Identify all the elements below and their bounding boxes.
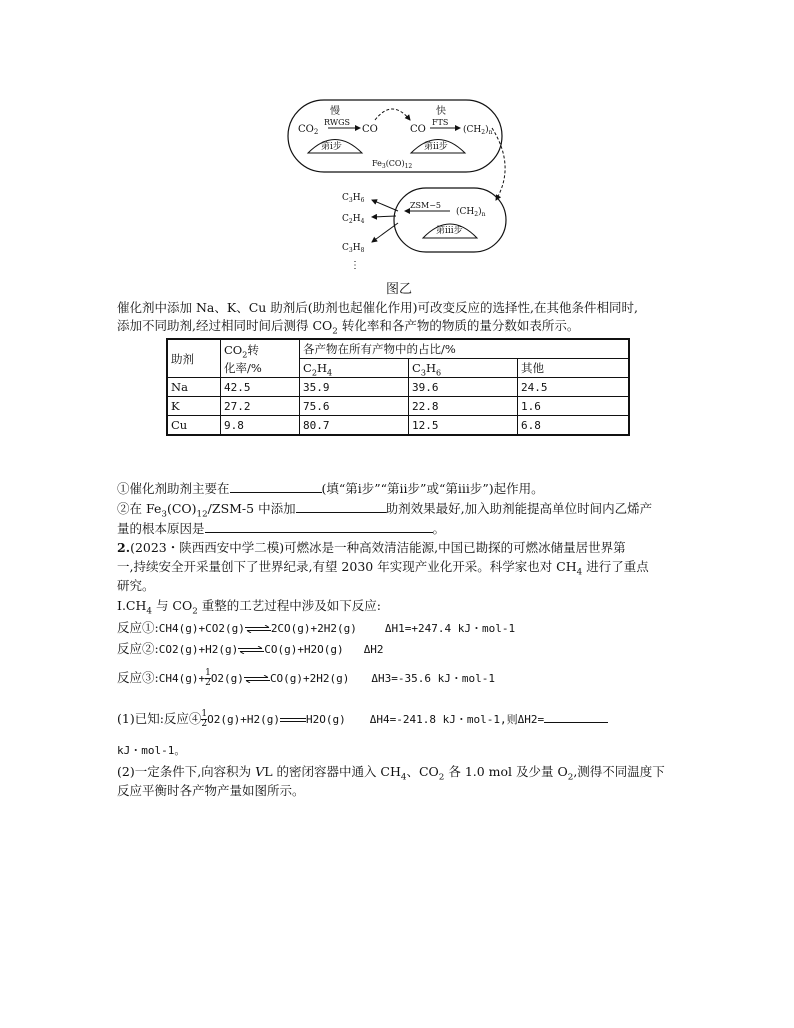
reaction-equals-sign (280, 716, 306, 724)
cell-other: 1.6 (518, 397, 630, 416)
co-reactant: CO (410, 124, 426, 135)
dashed-transfer-arrow-1 (375, 109, 410, 120)
fts-label: FTS (432, 118, 449, 127)
cell-conversion: 9.8 (221, 416, 300, 436)
cell-c3h6: 39.6 (409, 378, 518, 397)
zsm5-label: ZSM−5 (410, 201, 442, 210)
section-1-heading: $Ⅰ.CH_4$ 与 $CO_2$ 重整的工艺过程中涉及如下反应: (117, 598, 381, 617)
question-2: ②在 $Fe_3(CO)_{12}/ZSM-5$ 中添加 助剂效果最好,加入助剂能提高单位时间内乙烯产 (117, 501, 653, 520)
fraction-one-half: $\frac{1}{2}$ (205, 668, 211, 688)
intro-line-1: 催化剂中添加 Na、K、Cu 助剂后(助剂也起催化作用)可改变反应的选择性,在其他条件相同时, (117, 300, 638, 315)
fe3co12-catalyst-label: $Fe_3(CO)_{12}$ (372, 159, 413, 170)
product-c2h4: $C_2H_4$ (342, 214, 365, 225)
equilibrium-arrow (244, 675, 270, 683)
equilibrium-arrow (238, 646, 264, 654)
more-products-ellipsis: ⋮ (350, 260, 360, 271)
co-product: CO (362, 124, 378, 135)
ch2n-reactant: $(CH_2)_n$ (456, 207, 486, 218)
product-c3h6: $C_3H_6$ (342, 193, 365, 204)
header-product-share: 各产物在所有产物中的占比/% (300, 339, 630, 359)
cell-conversion: 42.5 (221, 378, 300, 397)
subquestion-2-line-1: (2)一定条件下,向容积为 VL 的密闭容器中通入 $CH_4$、$CO_2$ 各 1.0 mol 及少量 $O_2$,测得不同温度下 (117, 764, 665, 783)
answer-blank-3[interactable] (205, 520, 433, 533)
cell-c2h4: 75.6 (300, 397, 409, 416)
cell-c3h6: 22.8 (409, 397, 518, 416)
cell-c2h4: 35.9 (300, 378, 409, 397)
fast-label: 快 (436, 106, 446, 117)
question-1: ①催化剂助剂主要在 (填“第ⅰ步”“第ⅱ步”或“第ⅲ步”)起作用。 (117, 481, 544, 496)
rwgs-label: RWGS (324, 118, 350, 127)
answer-blank-dh2[interactable] (544, 710, 608, 723)
intro-line-2: 添加不同助剂,经过相同时间后测得 $CO_2$ 转化率和各产物的物质的量分数如表所示。 (117, 318, 580, 337)
cell-additive: Cu (167, 416, 221, 436)
problem-2-line-2: 一,持续安全开采量创下了世界纪录,有望 2030 年实现产业化开采。科学家也对 $CH_4$ 进行了重点 (117, 559, 649, 578)
cell-additive: Na (167, 378, 221, 397)
question-2-cont: 量的根本原因是 。 (117, 521, 446, 536)
subquestion-1-unit: kJ・mol-1。 (117, 744, 186, 757)
header-additive: 助剂 (167, 339, 221, 378)
answer-blank-1[interactable] (230, 480, 322, 493)
product-c3h8: $C_3H_8$ (342, 243, 365, 254)
cell-additive: K (167, 397, 221, 416)
cell-c3h6: 12.5 (409, 416, 518, 436)
step3-label: 第ⅲ步 (436, 226, 463, 236)
problem-2-line-3: 研究。 (117, 578, 155, 593)
co2-reactant: $CO_2$ (298, 124, 319, 136)
cell-other: 24.5 (518, 378, 630, 397)
problem-2-line-1: 2.(2023・陕西西安中学二模)可燃冰是一种高效清洁能源,中国已勘探的可燃冰储量居世界第 (117, 540, 626, 555)
answer-blank-2[interactable] (296, 500, 386, 513)
header-other: 其他 (518, 359, 630, 378)
cell-c2h4: 80.7 (300, 416, 409, 436)
cell-conversion: 27.2 (221, 397, 300, 416)
step1-label: 第ⅰ步 (321, 142, 342, 152)
subquestion-2-line-2: 反应平衡时各产物产量如图所示。 (117, 783, 305, 798)
table-row (167, 397, 629, 416)
table-row (167, 416, 629, 436)
zsm-catalyst-container (394, 188, 506, 252)
dashed-transfer-arrow-2 (492, 128, 505, 200)
reaction-2: 反应②:CO2(g)+H2(g) CO(g)+H2O(g) ΔH2 (117, 641, 384, 656)
equilibrium-arrow (245, 625, 271, 633)
header-conversion: $CO_2$转 化率/% (221, 339, 300, 378)
subquestion-1: (1)已知:反应④ $\frac{1}{2}$ O2(g)+H2(g) H2O(g) ΔH4=-241.8 kJ・mol-1,则ΔH2= (117, 710, 608, 729)
fraction-one-half: $\frac{1}{2}$ (201, 709, 208, 729)
step2-label: 第ⅱ步 (424, 142, 448, 152)
ch2n-product: $(CH_2)_n$ (463, 125, 493, 136)
product-arrow-c3h8 (372, 223, 398, 242)
cell-other: 6.8 (518, 416, 630, 436)
header-c3h6: $C_3H_6$ (409, 359, 518, 378)
product-arrow-c2h4 (372, 216, 396, 217)
additive-results-table (166, 338, 630, 436)
reaction-mechanism-diagram (280, 96, 520, 276)
table-row (167, 378, 629, 397)
reaction-3: 反应③:CH4(g)+ $\frac{1}{2}$ O2(g) CO(g)+2H2(g) ΔH3=-35.6 kJ・mol-1 (117, 668, 496, 688)
product-arrow-c3h6 (372, 200, 398, 211)
figure-caption: 图乙 (386, 282, 413, 297)
reaction-1: 反应①:CH4(g)+CO2(g) 2CO(g)+2H2(g) ΔH1=+247.4 kJ・mol-1 (117, 620, 516, 635)
slow-label: 慢 (330, 106, 340, 117)
header-c2h4: $C_2H_4$ (300, 359, 409, 378)
